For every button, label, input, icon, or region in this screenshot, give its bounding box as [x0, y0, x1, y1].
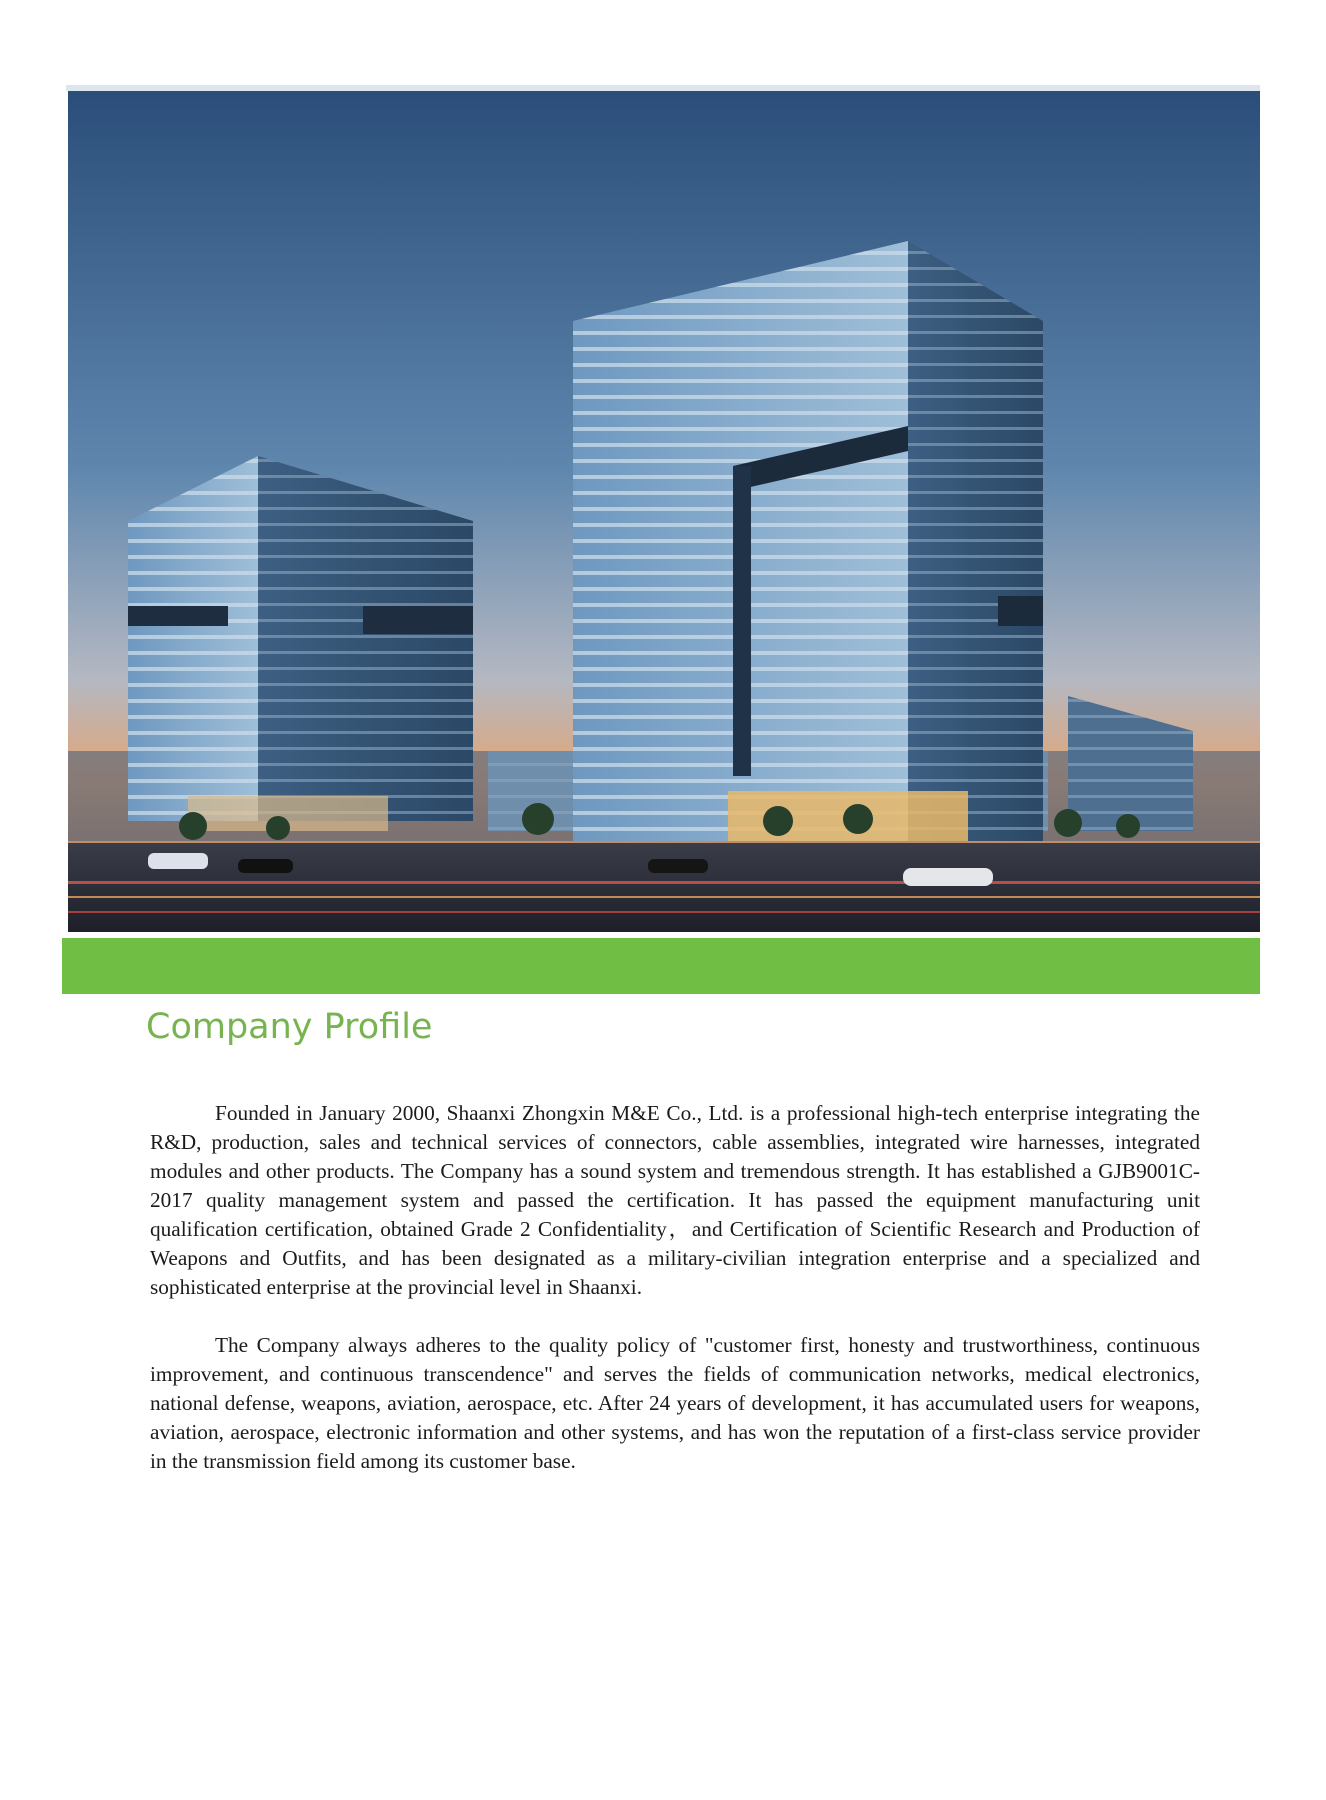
building-illustration [68, 91, 1260, 932]
paragraph-2: The Company always adheres to the quality policy of "customer first, honesty and trustworthiness, continuous improvement, and continuous transcendence" and serves the fields of communication networks, medical electronics, national defense, weapons, aviation, aerospace, etc. After 24 years of development, it has accumulated users for weapons, aviation, aerospace, electronic information and other systems, and has won the reputation of a first-class service provider in the transmission field among its customer base. [150, 1333, 1200, 1473]
paragraph-1: Founded in January 2000, Shaanxi Zhongxin M&E Co., Ltd. is a professional high-tech enterprise integrating the R&D, production, sales and technical services of connectors, cable assemblies, integrated wire harnesses, integrated modules and other products. The Company has a sound system and tremendous strength. It has established a GJB9001C-2017 quality management system and passed the certification. It has passed the equipment manufacturing unit qualification certification, obtained Grade 2 Confidentiality，and Certification of Scientific Research and Production of Weapons and Outfits, and has been designated as a military-civilian integration enterprise and a specialized and sophisticated enterprise at the provincial level in Shaanxi. [150, 1101, 1200, 1299]
profile-body [150, 1099, 1200, 1505]
hero-building-photo [68, 91, 1260, 932]
accent-band [62, 938, 1260, 994]
section-title: Company Profile [146, 1007, 433, 1047]
